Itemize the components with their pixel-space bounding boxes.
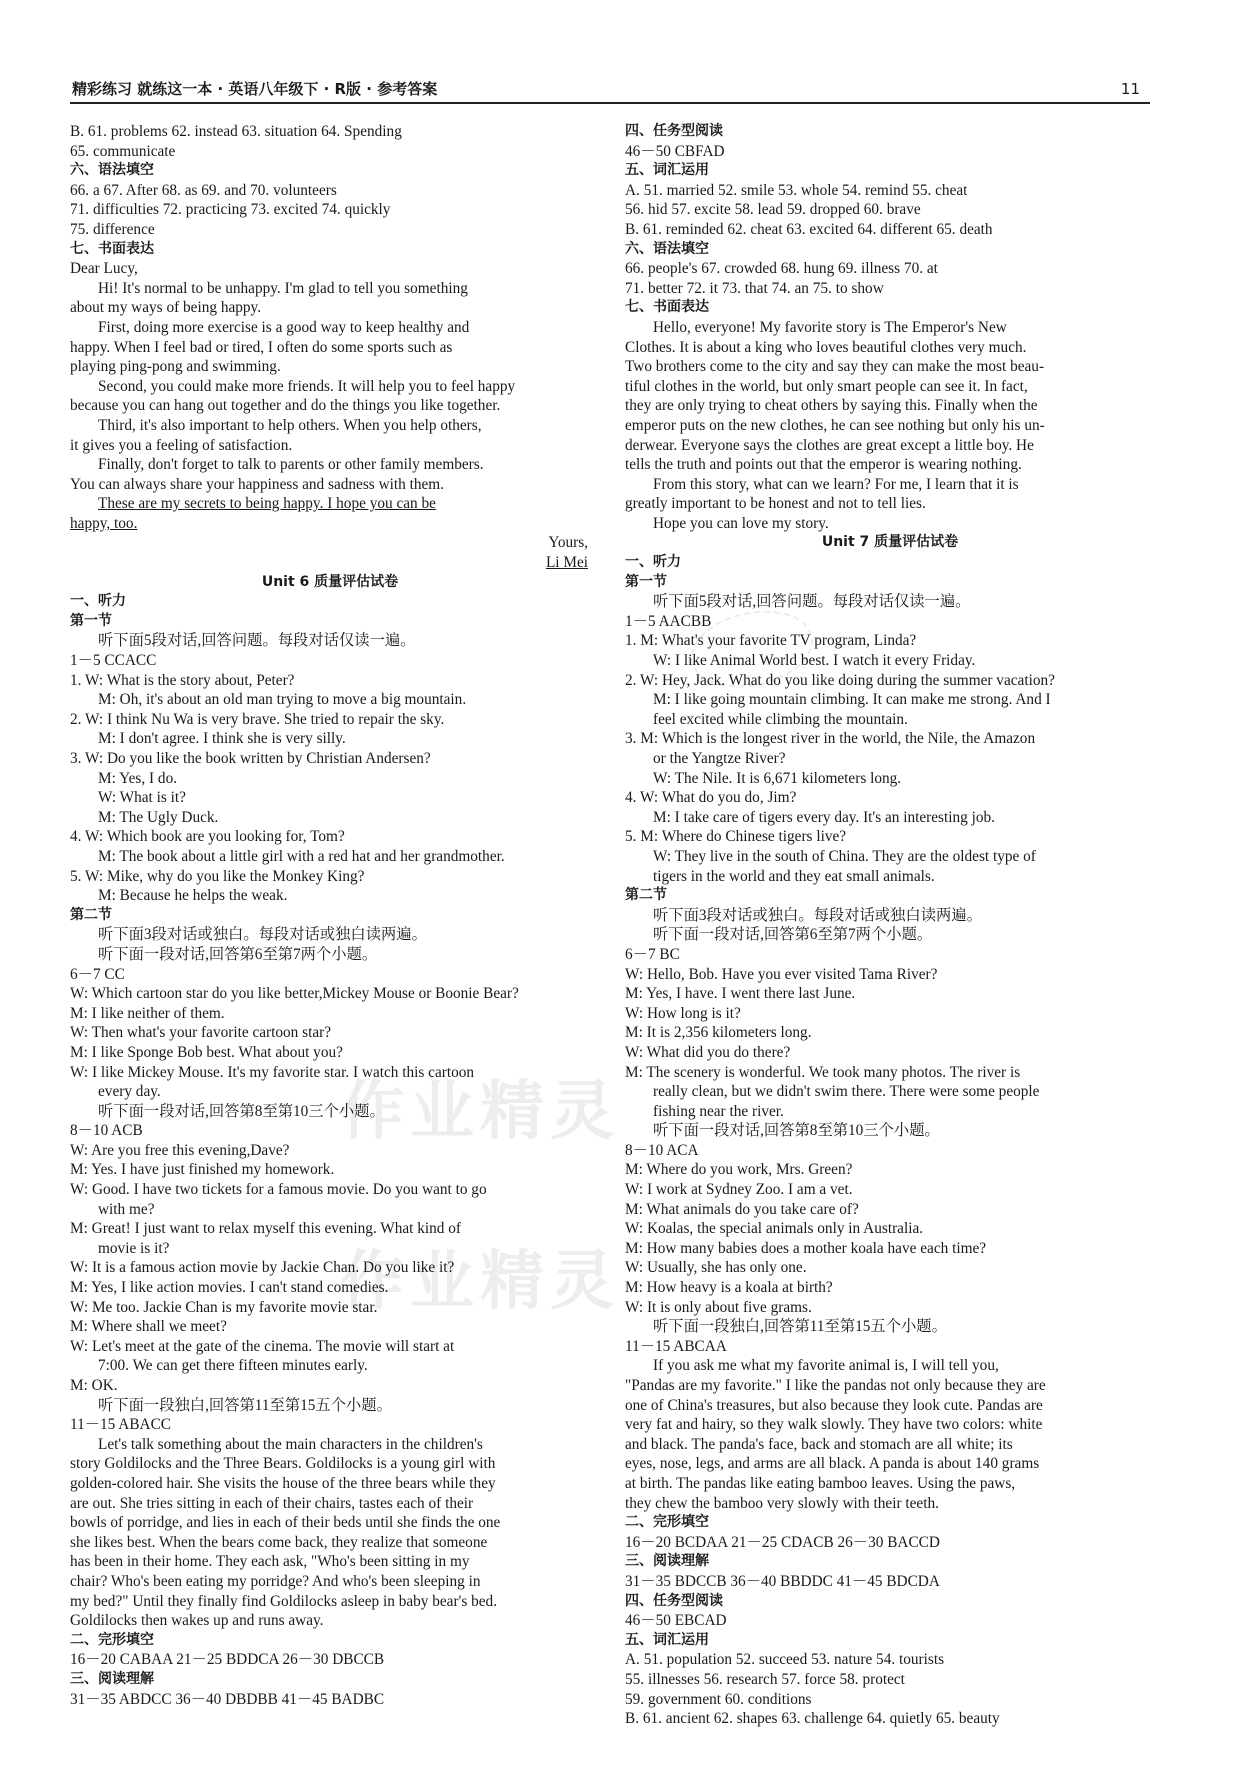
left-column (70, 122, 590, 1709)
text-line: A. 51. married 52. smile 53. whole 54. remind 55. cheat (625, 181, 968, 199)
text-line: W: Good. I have two tickets for a famous movie. Do you want to go (70, 1181, 487, 1199)
text-line: Two brothers come to the city and say they can make the most beau- (625, 358, 1045, 376)
text-line: 71. better 72. it 73. that 74. an 75. to show (625, 279, 884, 297)
text-line: every day. (98, 1083, 161, 1101)
text-line: bowls of porridge, and lies in each of their beds until she finds the one (70, 1514, 501, 1532)
text-line: From this story, what can we learn? For me, I learn that it is (653, 475, 1019, 493)
text-line: 听下面一段对话,回答第8至第10三个小题。 (98, 1102, 385, 1120)
text-line: A. 51. population 52. succeed 53. nature 54. tourists (625, 1651, 945, 1669)
text-line: Goldilocks then wakes up and runs away. (70, 1612, 324, 1630)
text-line: fishing near the river. (653, 1102, 784, 1120)
text-line: M: I like neither of them. (70, 1004, 225, 1022)
text-line: M: I like Sponge Bob best. What about you? (70, 1043, 343, 1061)
text-line: 听下面一段对话,回答第8至第10三个小题。 (653, 1122, 940, 1140)
section-heading: 第二节 (625, 887, 667, 904)
text-line: W: I work at Sydney Zoo. I am a vet. (625, 1181, 853, 1199)
text-line: happy, too. (70, 514, 138, 532)
text-line: M: Yes, I do. (98, 769, 178, 787)
text-line: M: How heavy is a koala at birth? (625, 1279, 833, 1297)
text-line: W: Koalas, the special animals only in Australia. (625, 1220, 924, 1238)
text-line: 听下面3段对话或独白。每段对话或独白读两遍。 (98, 926, 427, 944)
text-line: W: What did you do there? (625, 1043, 791, 1061)
text-line: 2. W: I think Nu Wa is very brave. She tried to repair the sky. (70, 710, 445, 728)
text-line: she likes best. When the bears come back, they realize that someone (70, 1533, 488, 1551)
text-line: 4. W: Which book are you looking for, Tom? (70, 828, 345, 846)
header-title: 精彩练习 就练这一本 · 英语八年级下 · R版 · 参考答案 (72, 80, 438, 98)
text-line: has been in their home. They each ask, "Who's been sitting in my (70, 1553, 470, 1571)
text-line: W: Let's meet at the gate of the cinema. The movie will start at (70, 1337, 455, 1355)
section-heading: 二、完形填空 (625, 1514, 709, 1531)
text-line: If you ask me what my favorite animal is, I will tell you, (653, 1357, 999, 1375)
text-line: 7:00. We can get there fifteen minutes early. (98, 1357, 368, 1375)
text-line: W: Me too. Jackie Chan is my favorite movie star. (70, 1298, 378, 1316)
text-line: M: Oh, it's about an old man trying to move a big mountain. (98, 691, 467, 709)
text-line: it gives you a feeling of satisfaction. (70, 436, 293, 454)
watermark: 作业精灵 (340, 1075, 620, 1149)
text-line: M: I don't agree. I think she is very silly. (98, 730, 346, 748)
section-heading: 三、阅读理解 (625, 1553, 709, 1570)
text-line: 46－50 CBFAD (625, 142, 725, 160)
text-line: 6－7 CC (70, 965, 125, 983)
text-line: and black. The panda's face, back and stomach are all white; its (625, 1435, 1013, 1453)
text-line: 59. government 60. conditions (625, 1690, 812, 1708)
text-line: "Pandas are my favorite." I like the pandas not only because they are (625, 1377, 1046, 1394)
text-line: tigers in the world and they eat small animals. (653, 867, 935, 885)
text-line: Hello, everyone! My favorite story is The Emperor's New (653, 318, 1007, 336)
text-line: they chew the bamboo very slowly with their teeth. (625, 1494, 939, 1512)
text-line: 66. people's 67. crowded 68. hung 69. illness 70. at (625, 260, 938, 278)
text-line: M: I like going mountain climbing. It can make me strong. And I (653, 691, 1051, 709)
text-line: 46－50 EBCAD (625, 1612, 727, 1630)
text-line: 1. W: What is the story about, Peter? (70, 671, 295, 689)
text-line: 16－20 BCDAA 21－25 CDACB 26－30 BACCD (625, 1533, 940, 1551)
text-line: golden-colored hair. She visits the house of the three bears while they (70, 1474, 496, 1492)
text-line: W: It is only about five grams. (625, 1298, 812, 1316)
text-line: Let's talk something about the main characters in the children's (98, 1435, 483, 1453)
text-line: derwear. Everyone says the clothes are great except a little boy. He (625, 436, 1034, 454)
text-line: 3. M: Which is the longest river in the world, the Nile, the Amazon (625, 730, 1036, 748)
text-line: 听下面一段对话,回答第6至第7两个小题。 (653, 926, 933, 944)
text-line: M: Yes. I have just finished my homework. (70, 1161, 335, 1179)
section-heading: 一、听力 (70, 593, 126, 610)
text-line: W: What is it? (98, 789, 186, 807)
section-heading: 六、语法填空 (625, 240, 709, 257)
text-line: really clean, but we didn't swim there. There were some people (653, 1083, 1040, 1101)
section-heading: 第二节 (70, 906, 112, 923)
text-line: 31－35 BDCCB 36－40 BBDDC 41－45 BDCDA (625, 1572, 940, 1590)
text-line: 1－5 AACBB (625, 612, 712, 630)
text-line: W: Then what's your favorite cartoon star? (70, 1024, 332, 1042)
text-line: eyes, nose, legs, and arms are all black. A panda is about 140 grams (625, 1455, 1040, 1473)
text-line: W: How long is it? (625, 1004, 741, 1022)
text-line: W: I like Mickey Mouse. It's my favorite star. I watch this cartoon (70, 1063, 475, 1081)
text-line: 1－5 CCACC (70, 652, 157, 670)
section-heading: 二、完形填空 (70, 1631, 154, 1648)
page-header (70, 72, 1150, 104)
text-line: because you can hang out together and do the things you like together. (70, 397, 501, 415)
text-line: are out. She tries sitting in each of their chairs, tastes each of their (70, 1494, 474, 1512)
text-line: M: Great! I just want to relax myself this evening. What kind of (70, 1220, 461, 1238)
section-heading: 四、任务型阅读 (625, 1592, 723, 1609)
page-number: 11 (1120, 80, 1140, 98)
text-line: about my ways of being happy. (70, 299, 262, 317)
text-line: or the Yangtze River? (653, 750, 786, 767)
text-line: B. 61. problems 62. instead 63. situation 64. Spending (70, 123, 402, 140)
text-line: they are only trying to cheat others by saying this. Finally when the (625, 397, 1038, 415)
text-line: at birth. The pandas like eating bamboo leaves. Using the paws, (625, 1474, 1016, 1492)
text-line: W: They live in the south of China. They are the oldest type of (653, 847, 1036, 865)
text-line: my bed?" Until they finally find Goldilocks asleep in baby bear's bed. (70, 1592, 498, 1610)
unit-title: Unit 6 质量评估试卷 (261, 573, 399, 590)
text-line: 听下面一段对话,回答第6至第7两个小题。 (98, 945, 378, 963)
text-line: M: I take care of tigers every day. It's an interesting job. (653, 808, 995, 826)
text-line: 听下面5段对话,回答问题。每段对话仅读一遍。 (98, 632, 416, 650)
text-line: 5. W: Mike, why do you like the Monkey King? (70, 867, 365, 885)
text-line: one of China's treasures, but also because they look cute. Pandas are (625, 1396, 1043, 1414)
text-line: emperor puts on the new clothes, he can see nothing but only his un- (625, 416, 1045, 434)
text-line: 66. a 67. After 68. as 69. and 70. volunteers (70, 181, 337, 199)
text-line: W: Usually, she has only one. (625, 1259, 807, 1277)
text-line: 5. M: Where do Chinese tigers live? (625, 828, 847, 846)
text-line: 31－35 ABDCC 36－40 DBDBB 41－45 BADBC (70, 1690, 385, 1708)
text-line: Hi! It's normal to be unhappy. I'm glad to tell you something (98, 279, 468, 297)
section-heading: 第一节 (625, 573, 667, 590)
text-line: Dear Lucy, (70, 260, 138, 278)
text-line: M: Yes, I like action movies. I can't stand comedies. (70, 1279, 389, 1297)
text-line: These are my secrets to being happy. I hope you can be (98, 495, 436, 513)
text-line: with me? (98, 1200, 155, 1218)
text-line: M: Because he helps the weak. (98, 887, 288, 905)
text-line: 16－20 CABAA 21－25 BDDCA 26－30 DBCCB (70, 1651, 385, 1669)
text-line: 56. hid 57. excite 58. lead 59. dropped 60. brave (625, 201, 921, 219)
section-heading: 七、书面表达 (625, 299, 709, 316)
text-line: story Goldilocks and the Three Bears. Goldilocks is a young girl with (70, 1455, 496, 1473)
text-line: M: The Ugly Duck. (98, 808, 219, 826)
text-line: W: I like Animal World best. I watch it every Friday. (653, 652, 976, 670)
text-line: M: How many babies does a mother koala have each time? (625, 1239, 987, 1257)
text-line: W: Hello, Bob. Have you ever visited Tama River? (625, 965, 938, 983)
text-line: 听下面一段独白,回答第11至第15五个小题。 (653, 1318, 947, 1336)
text-line: 听下面一段独白,回答第11至第15五个小题。 (98, 1396, 392, 1414)
text-line: 听下面3段对话或独白。每段对话或独白读两遍。 (653, 906, 982, 924)
text-line: 71. difficulties 72. practicing 73. excited 74. quickly (70, 201, 391, 219)
text-line: 65. communicate (70, 142, 176, 160)
section-heading: 四、任务型阅读 (625, 123, 723, 139)
text-line: First, doing more exercise is a good way to keep healthy and (98, 318, 470, 336)
section-heading: 六、语法填空 (70, 162, 154, 179)
text-line: M: Where shall we meet? (70, 1318, 227, 1336)
right-column (625, 122, 1155, 1729)
section-heading: 五、词汇运用 (625, 162, 709, 179)
text-line: movie is it? (98, 1239, 170, 1257)
text-line: 75. difference (70, 220, 155, 238)
text-line: feel excited while climbing the mountain. (653, 710, 908, 728)
text-line: 11－15 ABACC (70, 1416, 172, 1434)
text-line: tiful clothes in the world, but only smart people can see it. In fact, (625, 377, 1028, 395)
section-heading: 第一节 (70, 612, 112, 629)
text-line: happy. When I feel bad or tired, I often do some sports such as (70, 338, 453, 356)
text-line: W: Are you free this evening,Dave? (70, 1141, 290, 1159)
text-line: 1. M: What's your favorite TV program, Linda? (625, 632, 917, 650)
text-line: W: It is a famous action movie by Jackie Chan. Do you like it? (70, 1259, 455, 1277)
text-line: W: Which cartoon star do you like better,Mickey Mouse or Boonie Bear? (70, 985, 519, 1003)
text-line: M: It is 2,356 kilometers long. (625, 1024, 812, 1042)
text-line: M: Yes, I have. I went there last June. (625, 985, 856, 1003)
unit-title: Unit 7 质量评估试卷 (821, 534, 959, 551)
signature-line: Li Mei (545, 554, 588, 572)
text-line: M: The scenery is wonderful. We took many photos. The river is (625, 1063, 1021, 1081)
text-line: M: OK. (70, 1377, 118, 1394)
text-line: playing ping-pong and swimming. (70, 358, 281, 376)
text-line: 11－15 ABCAA (625, 1337, 727, 1355)
text-line: Third, it's also important to help others. When you help others, (98, 416, 482, 434)
text-line: 听下面5段对话,回答问题。每段对话仅读一遍。 (653, 593, 971, 611)
text-line: You can always share your happiness and sadness with them. (70, 475, 445, 493)
text-line: 8－10 ACB (70, 1122, 143, 1140)
text-line: B. 61. reminded 62. cheat 63. excited 64. different 65. death (625, 220, 993, 238)
text-line: 8－10 ACA (625, 1141, 699, 1159)
text-line: greatly important to be honest and not to tell lies. (625, 495, 926, 513)
text-line: Clothes. It is about a king who loves beautiful clothes very much. (625, 338, 1027, 356)
watermark: 作业精灵 (340, 1245, 620, 1319)
text-line: M: The book about a little girl with a red hat and her grandmother. (98, 847, 505, 865)
text-line: Second, you could make more friends. It will help you to feel happy (98, 377, 516, 395)
signature-line: Yours, (548, 534, 588, 552)
text-line: very fat and hairy, so they walk slowly. They have two colors: white (625, 1416, 1043, 1434)
section-heading: 七、书面表达 (70, 240, 154, 257)
section-heading: 三、阅读理解 (70, 1670, 154, 1687)
text-line: B. 61. ancient 62. shapes 63. challenge 64. quietly 65. beauty (625, 1710, 1000, 1728)
text-line: 6－7 BC (625, 945, 680, 963)
section-heading: 五、词汇运用 (625, 1631, 709, 1648)
text-line: 4. W: What do you do, Jim? (625, 789, 797, 807)
text-line: W: The Nile. It is 6,671 kilometers long. (653, 769, 902, 787)
text-line: Hope you can love my story. (653, 514, 829, 532)
text-line: chair? Who's been eating my porridge? And who's been sleeping in (70, 1572, 481, 1590)
text-line: Finally, don't forget to talk to parents or other family members. (98, 456, 484, 474)
section-heading: 一、听力 (625, 554, 681, 571)
text-line: 2. W: Hey, Jack. What do you like doing during the summer vacation? (625, 671, 1055, 689)
text-line: tells the truth and points out that the emperor is wearing nothing. (625, 456, 1022, 474)
text-line: M: What animals do you take care of? (625, 1200, 859, 1218)
text-line: M: Where do you work, Mrs. Green? (625, 1161, 853, 1179)
text-line: 55. illnesses 56. research 57. force 58. protect (625, 1670, 905, 1688)
text-line: 3. W: Do you like the book written by Christian Andersen? (70, 750, 431, 767)
